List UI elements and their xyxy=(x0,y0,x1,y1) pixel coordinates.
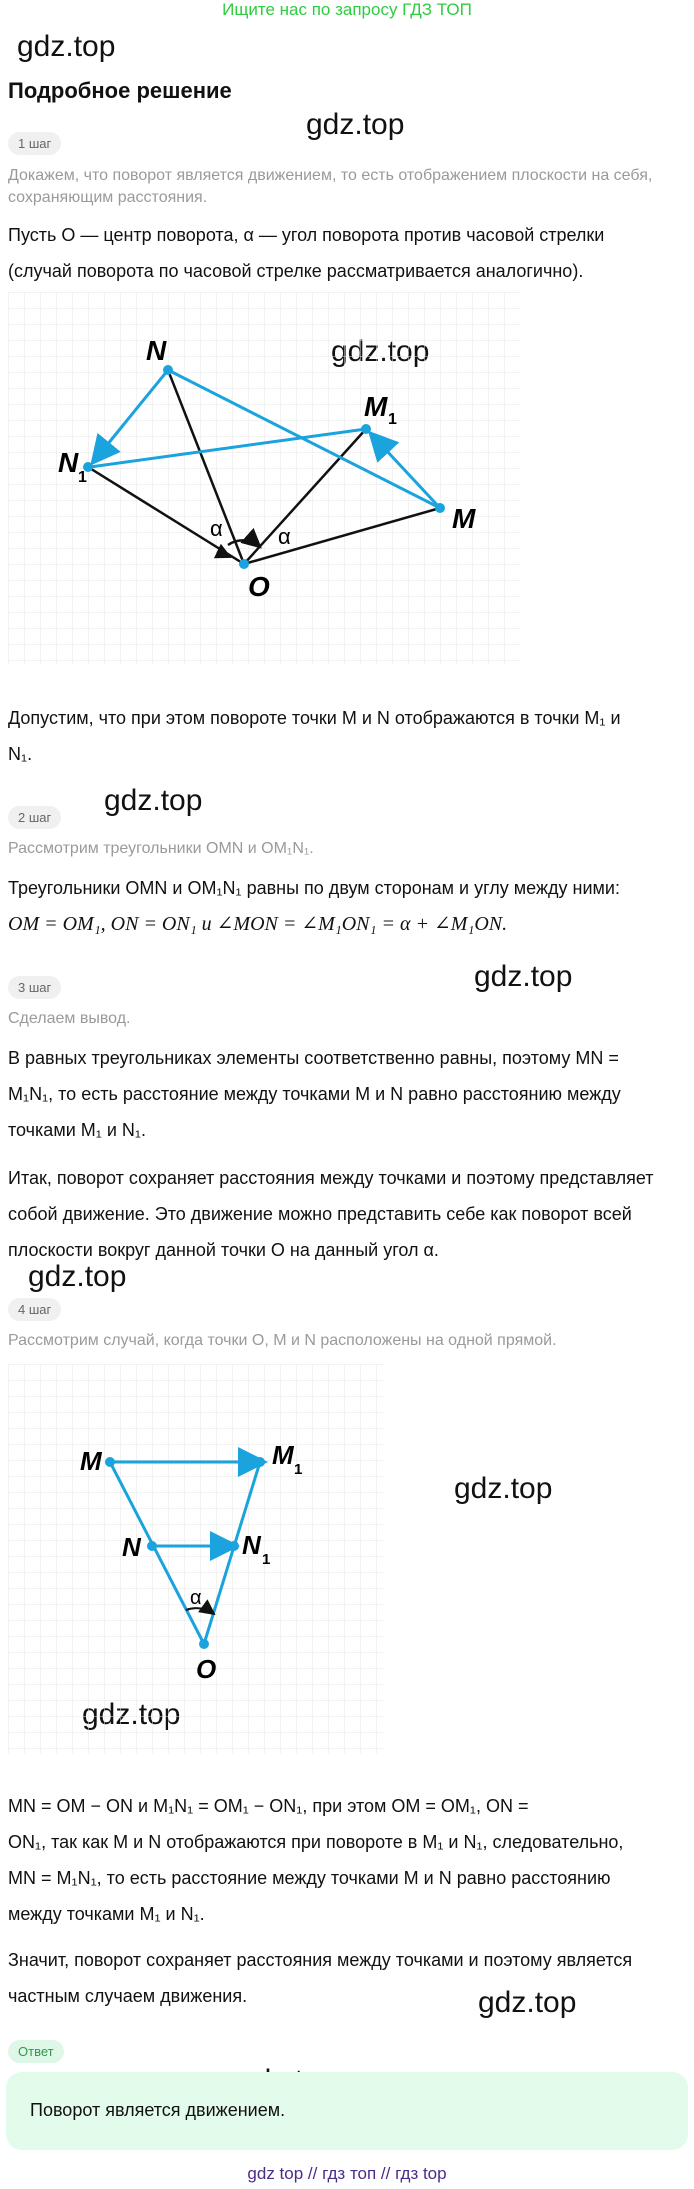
step-1-summary: Докажем, что поворот является движением, то есть отображением плоскости на себя, сохраняющим расстояния. xyxy=(8,167,653,206)
watermark: gdz.top xyxy=(474,960,573,993)
footer-links[interactable]: gdz top // гдз топ // гдз top xyxy=(247,2164,447,2183)
step-3-text-2: M₁N₁, то есть расстояние между точками M и N равно расстоянию между xyxy=(8,1084,621,1104)
label-n1-sub: 1 xyxy=(78,469,87,486)
label-n: N xyxy=(146,335,167,366)
answer-badge: Ответ xyxy=(8,2040,64,2063)
watermark: gdz.top xyxy=(17,30,116,63)
label-o: O xyxy=(196,1654,217,1684)
label-n1: N xyxy=(242,1530,261,1560)
step-1-text-1: Пусть O — центр поворота, α — угол поворота против часовой стрелки xyxy=(8,225,605,245)
step-2-summary: Рассмотрим треугольники OMN и OM₁N₁. xyxy=(8,840,314,857)
step-badge-3: 3 шаг xyxy=(8,976,61,999)
label-n1: N xyxy=(58,447,79,478)
step-4-text-5: Значит, поворот сохраняет расстояния между точками и поэтому является xyxy=(8,1950,633,1970)
label-m1-sub: 1 xyxy=(294,1461,303,1478)
label-m1: M xyxy=(364,391,388,422)
watermark: gdz.top xyxy=(104,784,203,817)
step-4-summary: Рассмотрим случай, когда точки O, M и N расположены на одной прямой. xyxy=(8,1332,557,1349)
step-4-text-1: MN = OM − ON и M₁N₁ = OM₁ − ON₁, при этом OM = OM₁, ON = xyxy=(8,1796,529,1816)
page-title: Подробное решение xyxy=(8,78,232,103)
step-1-text-3: Допустим, что при этом повороте точки M и N отображаются в точки M₁ и xyxy=(8,708,621,728)
step-1-text-2: (случай поворота по часовой стрелке рассматривается аналогично). xyxy=(8,261,584,281)
step-3-text-3: точками M₁ и N₁. xyxy=(8,1120,146,1140)
search-hint[interactable]: Ищите нас по запросу ГДЗ ТОП xyxy=(222,0,472,19)
step-3-text-5: собой движение. Это движение можно представить себе как поворот всей xyxy=(8,1204,632,1224)
label-n1-sub: 1 xyxy=(262,1551,271,1568)
step-4-text-4: между точками M₁ и N₁. xyxy=(8,1904,205,1924)
label-m1: M xyxy=(272,1440,294,1470)
label-alpha: α xyxy=(190,1587,202,1609)
step-badge-1: 1 шаг xyxy=(8,132,61,155)
label-n: N xyxy=(122,1532,141,1562)
label-alpha-1: α xyxy=(210,516,223,541)
watermark: gdz.top xyxy=(306,108,405,141)
step-4-text-6: частным случаем движения. xyxy=(8,1986,248,2006)
step-2-formula: OM = OM₁, ON = ON₁ и ∠MON = ∠M₁ON₁ = α + ∠M₁ON. xyxy=(8,913,508,935)
rotation-diagram-1 xyxy=(8,292,520,664)
watermark: gdz.top xyxy=(454,1472,553,1505)
label-m: M xyxy=(452,503,476,534)
label-alpha-2: α xyxy=(278,524,291,549)
step-3-text-6: плоскости вокруг данной точки O на данный угол α. xyxy=(8,1240,439,1260)
label-m1-sub: 1 xyxy=(388,411,397,428)
answer-text: Поворот является движением. xyxy=(30,2100,286,2120)
rotation-diagram-2 xyxy=(8,1364,384,1754)
step-badge-2: 2 шаг xyxy=(8,806,61,829)
step-1-text-4: N₁. xyxy=(8,744,33,764)
watermark: gdz.top xyxy=(478,1986,577,2019)
label-m: M xyxy=(80,1446,102,1476)
step-2-text-1: Треугольники OMN и OM₁N₁ равны по двум сторонам и углу между ними: xyxy=(8,878,620,898)
watermark: gdz.top xyxy=(28,1260,127,1293)
step-badge-4: 4 шаг xyxy=(8,1298,61,1321)
step-3-text-4: Итак, поворот сохраняет расстояния между точками и поэтому представляет xyxy=(8,1168,654,1188)
step-3-summary: Сделаем вывод. xyxy=(8,1010,131,1027)
step-4-text-3: MN = M₁N₁, то есть расстояние между точками M и N равно расстоянию xyxy=(8,1868,611,1888)
step-4-text-2: ON₁, так как M и N отображаются при повороте в M₁ и N₁, следовательно, xyxy=(8,1832,624,1852)
label-o: O xyxy=(248,571,270,602)
step-3-text-1: В равных треугольниках элементы соответственно равны, поэтому MN = xyxy=(8,1048,619,1068)
